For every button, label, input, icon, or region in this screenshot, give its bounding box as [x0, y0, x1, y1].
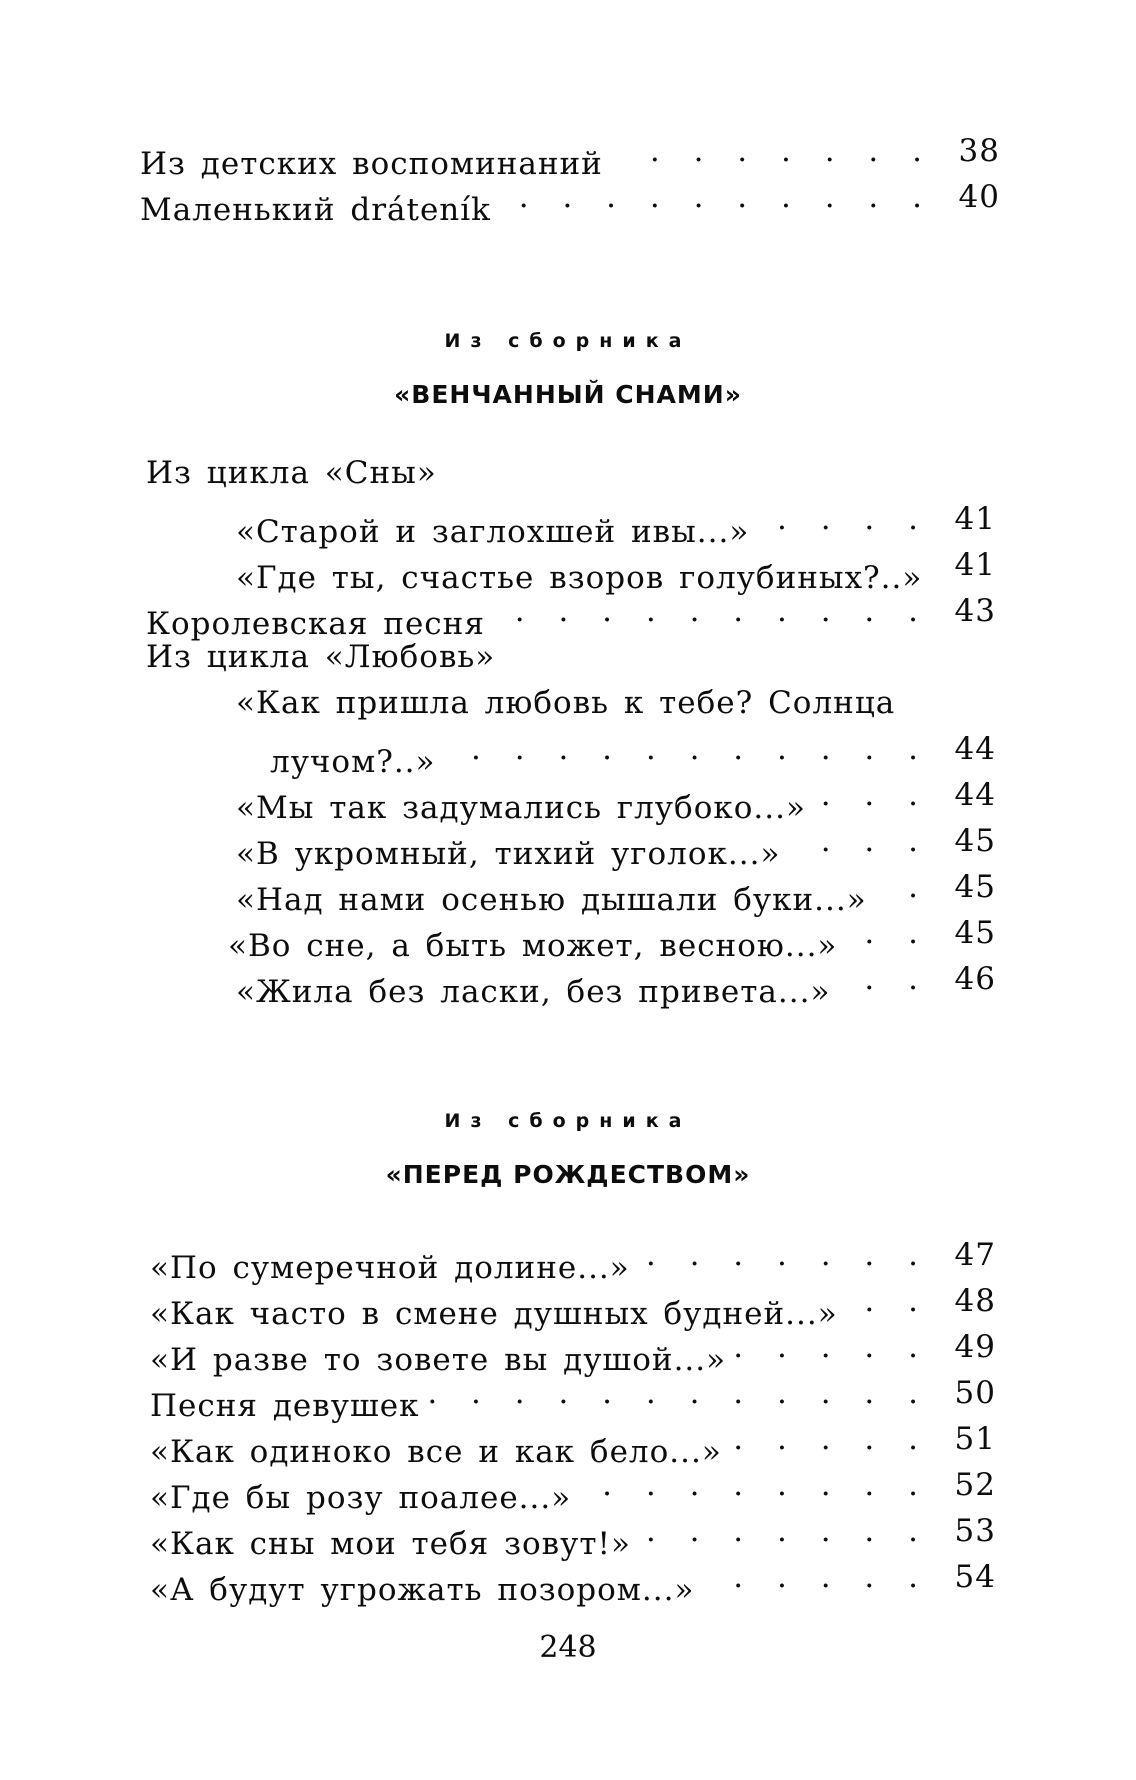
entry-title: «Как часто в смене душных будней...» — [150, 1296, 838, 1332]
entry-page: 44 — [954, 777, 996, 813]
entry-page: 45 — [954, 823, 996, 859]
dot-leader — [446, 726, 929, 772]
entry-page: 45 — [954, 915, 996, 951]
toc-entry — [140, 174, 1000, 233]
entry-page: 50 — [954, 1375, 996, 1411]
entry-title: «А будут угрожать позором...» — [150, 1572, 695, 1608]
entry-page: 48 — [954, 1283, 996, 1319]
dot-leader — [732, 1416, 928, 1462]
section-label: Из сборника — [444, 1110, 692, 1132]
entry-page: 54 — [954, 1559, 996, 1595]
page-number: 248 — [539, 1630, 597, 1665]
dot-leader — [640, 1232, 928, 1278]
entry-page: 44 — [954, 731, 996, 767]
toc-entry — [150, 1554, 996, 1613]
toc-entry — [236, 956, 996, 1015]
entry-title: «Как сны мои тебя зовут!» — [150, 1526, 631, 1562]
entry-page: 46 — [954, 961, 996, 997]
entry-title: «По сумеречной долине...» — [150, 1250, 630, 1286]
entry-title: Королевская песня — [146, 606, 485, 642]
section-title: «ВЕНЧАННЫЙ СНАМИ» — [394, 380, 742, 409]
entry-title: «Старой и заглохшей ивы...» — [236, 514, 750, 550]
entry-title: Маленький dráteník — [140, 192, 491, 228]
entry-page: 51 — [954, 1421, 996, 1457]
dot-leader — [581, 1462, 928, 1508]
section-label: Из сборника — [444, 330, 692, 352]
entry-title: «Где бы розу поалее...» — [150, 1480, 572, 1516]
entry-page: 41 — [954, 547, 996, 583]
entry-title: «Мы так задумались глубоко...» — [236, 790, 806, 826]
dot-leader — [613, 128, 932, 174]
dot-leader — [501, 174, 932, 220]
entry-title: Песня девушек — [150, 1388, 420, 1424]
entry-page: 38 — [958, 133, 1000, 169]
entry-title: лучом?..» — [270, 744, 436, 780]
entry-page: 53 — [954, 1513, 996, 1549]
entry-page: 47 — [954, 1237, 996, 1273]
entry-page: 41 — [954, 501, 996, 537]
dot-leader — [790, 818, 928, 864]
dot-leader — [840, 956, 928, 1002]
entry-title-first-line: «Как пришла любовь к тебе? Солнца — [236, 685, 896, 721]
dot-leader — [641, 1508, 928, 1554]
dot-leader — [495, 588, 928, 634]
dot-leader — [704, 1554, 928, 1600]
dot-leader — [877, 864, 928, 910]
entry-title: «Во сне, а быть может, весною...» — [228, 928, 838, 964]
dot-leader — [847, 910, 928, 956]
dot-leader — [848, 1278, 928, 1324]
entry-page: 49 — [954, 1329, 996, 1365]
entry-title: «Где ты, счастье взоров голубиных?..» — [236, 560, 923, 596]
entry-title: «Над нами осенью дышали буки...» — [236, 882, 867, 918]
entry-title: «Жила без ласки, без привета...» — [236, 974, 831, 1010]
entry-title: Из детских воспоминаний — [140, 146, 603, 182]
dot-leader — [429, 1370, 928, 1416]
dot-leader — [816, 772, 928, 818]
entry-title: «В укромный, тихий уголок...» — [236, 836, 781, 872]
cycle-heading: Из цикла «Любовь» — [146, 639, 496, 675]
cycle-heading: Из цикла «Сны» — [146, 455, 437, 491]
entry-page: 40 — [958, 179, 1000, 215]
entry-page: 45 — [954, 869, 996, 905]
entry-title: «И разве то зовете вы душой...» — [150, 1342, 727, 1378]
entry-page: 52 — [954, 1467, 996, 1503]
entry-title: «Как одиноко все и как бело...» — [150, 1434, 722, 1470]
dot-leader — [759, 496, 928, 542]
section-title: «ПЕРЕД РОЖДЕСТВОМ» — [385, 1160, 751, 1189]
dot-leader — [736, 1324, 928, 1370]
entry-page: 43 — [954, 593, 996, 629]
